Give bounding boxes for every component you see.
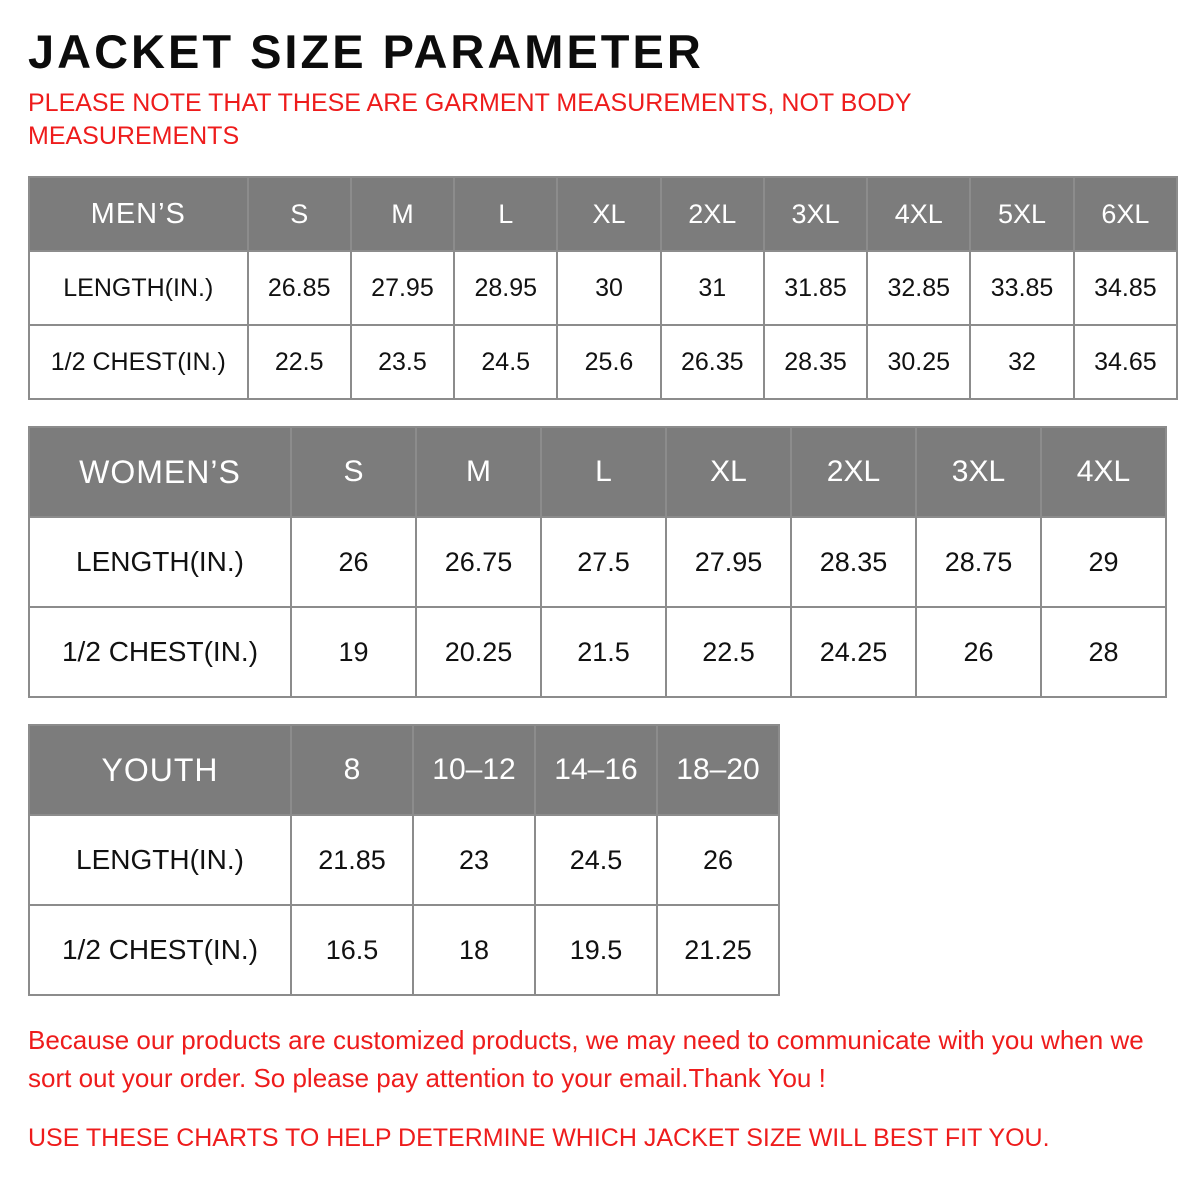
table-cell: 34.85 [1074, 251, 1177, 325]
table-row [29, 815, 779, 905]
womens-size-s: S [291, 427, 416, 517]
footer-notes [28, 1022, 1172, 1156]
table-cell: 30 [557, 251, 660, 325]
table-cell: 28.75 [916, 517, 1041, 607]
mens-header-label: MEN’S [29, 177, 248, 251]
table-cell: 25.6 [557, 325, 660, 399]
mens-row-label-length: LENGTH(IN.) [29, 251, 248, 325]
mens-size-4xl: 4XL [867, 177, 970, 251]
womens-row-label-length: LENGTH(IN.) [29, 517, 291, 607]
table-cell: 32.85 [867, 251, 970, 325]
table-cell: 23.5 [351, 325, 454, 399]
table-cell: 27.95 [351, 251, 454, 325]
youth-size-18-20: 18–20 [657, 725, 779, 815]
table-cell: 22.5 [248, 325, 351, 399]
mens-size-6xl: 6XL [1074, 177, 1177, 251]
footer-note-usage: USE THESE CHARTS TO HELP DETERMINE WHICH JACKET SIZE WILL BEST FIT YOU. [28, 1123, 1050, 1152]
table-cell: 28.35 [791, 517, 916, 607]
table-cell: 20.25 [416, 607, 541, 697]
youth-size-8: 8 [291, 725, 413, 815]
youth-size-14-16: 14–16 [535, 725, 657, 815]
womens-size-xl: XL [666, 427, 791, 517]
table-cell: 26 [916, 607, 1041, 697]
table-cell: 31.85 [764, 251, 867, 325]
youth-size-10-12: 10–12 [413, 725, 535, 815]
table-cell: 24.5 [454, 325, 557, 399]
womens-size-3xl: 3XL [916, 427, 1041, 517]
youth-size-table [28, 724, 780, 996]
mens-size-xl: XL [557, 177, 660, 251]
table-cell: 19.5 [535, 905, 657, 995]
table-cell: 24.5 [535, 815, 657, 905]
mens-size-m: M [351, 177, 454, 251]
mens-size-l: L [454, 177, 557, 251]
womens-size-m: M [416, 427, 541, 517]
table-row [29, 251, 1177, 325]
table-cell: 27.95 [666, 517, 791, 607]
womens-size-4xl: 4XL [1041, 427, 1166, 517]
table-row [29, 905, 779, 995]
womens-row-label-chest: 1/2 CHEST(IN.) [29, 607, 291, 697]
mens-size-3xl: 3XL [764, 177, 867, 251]
mens-size-table [28, 176, 1178, 400]
table-header-row [29, 427, 1166, 517]
womens-header-label: WOMEN’S [29, 427, 291, 517]
womens-size-2xl: 2XL [791, 427, 916, 517]
page-title: JACKET SIZE PARAMETER [28, 25, 704, 78]
table-cell: 26.35 [661, 325, 764, 399]
table-cell: 34.65 [1074, 325, 1177, 399]
table-cell: 26.75 [416, 517, 541, 607]
mens-size-s: S [248, 177, 351, 251]
footer-note-customization: Because our products are customized products, we may need to communicate with you when we sort out your order. So please pay attention to your email.Thank You ! [28, 1025, 1144, 1093]
table-header-row [29, 177, 1177, 251]
youth-row-label-length: LENGTH(IN.) [29, 815, 291, 905]
table-cell: 26 [657, 815, 779, 905]
table-cell: 24.25 [791, 607, 916, 697]
table-cell: 21.25 [657, 905, 779, 995]
youth-row-label-chest: 1/2 CHEST(IN.) [29, 905, 291, 995]
mens-size-5xl: 5XL [970, 177, 1073, 251]
table-row [29, 517, 1166, 607]
table-header-row [29, 725, 779, 815]
table-cell: 26.85 [248, 251, 351, 325]
measurement-note: PLEASE NOTE THAT THESE ARE GARMENT MEASUREMENTS, NOT BODY MEASUREMENTS [28, 88, 912, 151]
table-cell: 21.5 [541, 607, 666, 697]
table-cell: 21.85 [291, 815, 413, 905]
womens-size-l: L [541, 427, 666, 517]
table-cell: 28.95 [454, 251, 557, 325]
table-cell: 19 [291, 607, 416, 697]
table-cell: 31 [661, 251, 764, 325]
table-cell: 22.5 [666, 607, 791, 697]
youth-header-label: YOUTH [29, 725, 291, 815]
table-cell: 27.5 [541, 517, 666, 607]
table-cell: 30.25 [867, 325, 970, 399]
table-cell: 18 [413, 905, 535, 995]
mens-size-2xl: 2XL [661, 177, 764, 251]
table-row [29, 325, 1177, 399]
table-cell: 23 [413, 815, 535, 905]
table-cell: 28 [1041, 607, 1166, 697]
table-cell: 26 [291, 517, 416, 607]
table-cell: 28.35 [764, 325, 867, 399]
table-cell: 33.85 [970, 251, 1073, 325]
table-cell: 16.5 [291, 905, 413, 995]
womens-size-table [28, 426, 1167, 698]
table-cell: 32 [970, 325, 1073, 399]
table-row [29, 607, 1166, 697]
mens-row-label-chest: 1/2 CHEST(IN.) [29, 325, 248, 399]
table-cell: 29 [1041, 517, 1166, 607]
